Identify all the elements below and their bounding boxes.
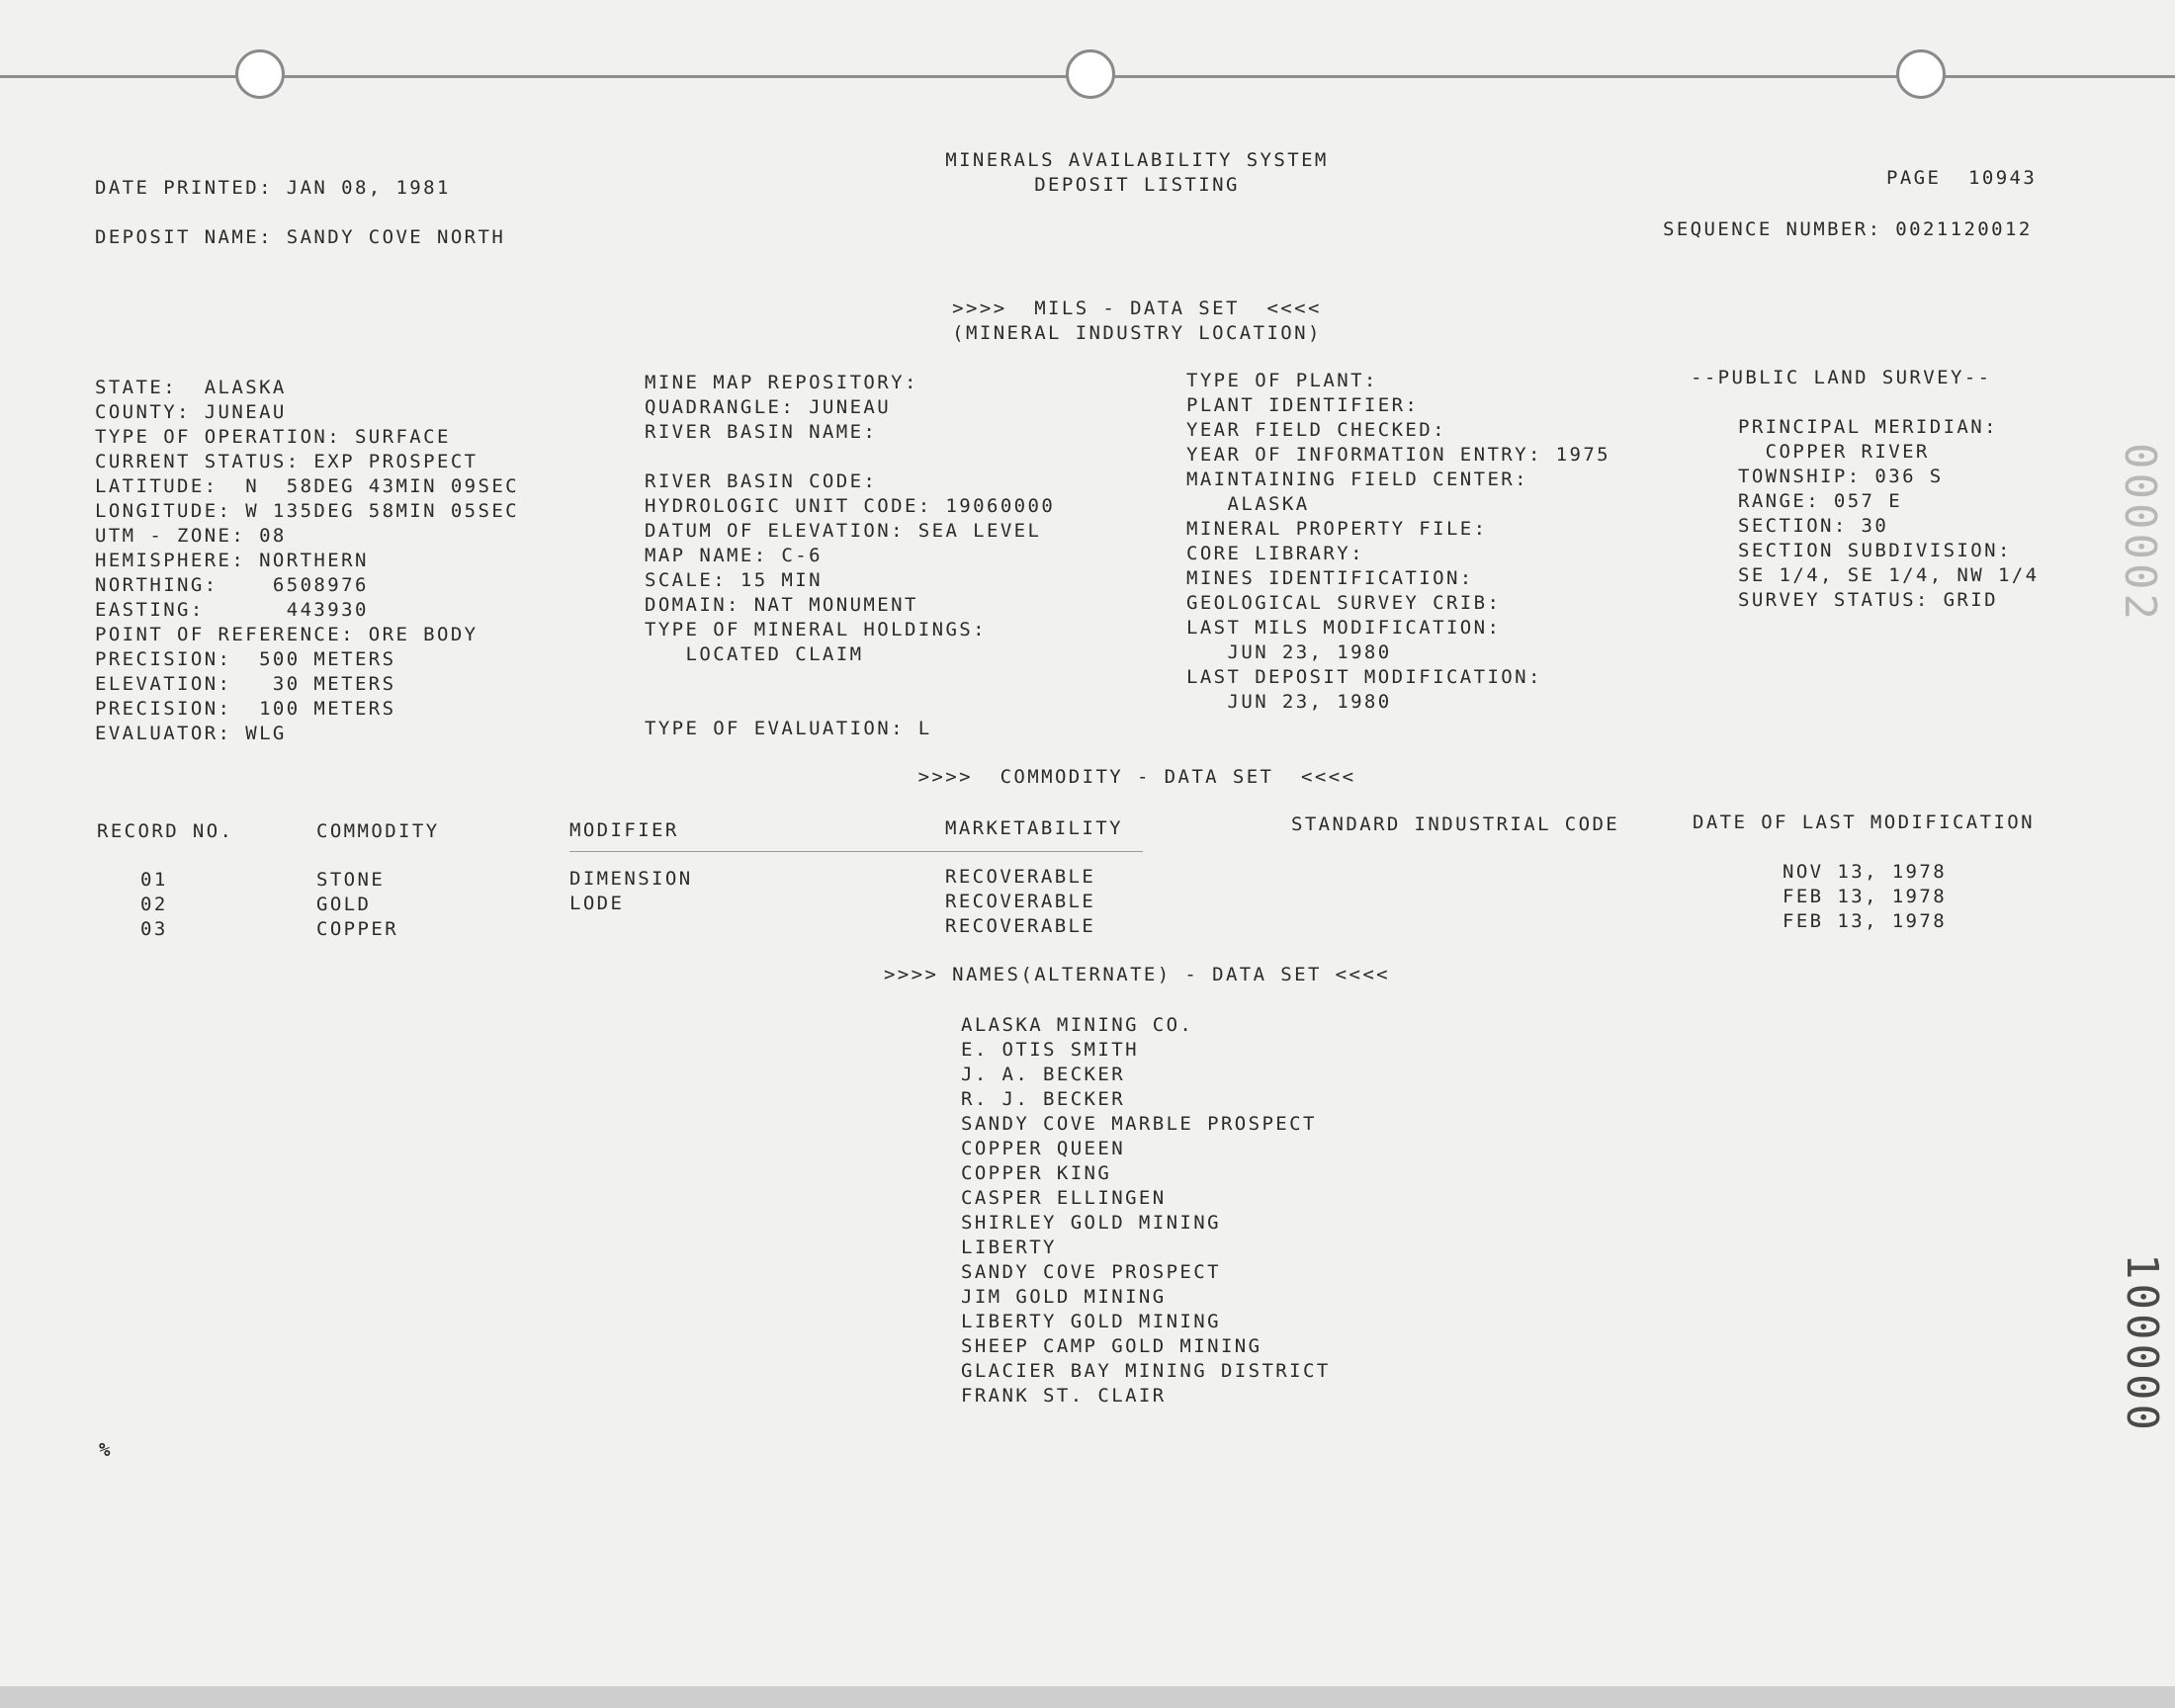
modification-date: FEB 13, 1978: [1783, 910, 1948, 932]
date-printed: DATE PRINTED: JAN 08, 1981: [95, 177, 451, 199]
field-line: TOWNSHIP: 036 S: [1738, 466, 1944, 487]
field-line: CORE LIBRARY:: [1186, 543, 1364, 564]
commodity-heading: >>>> COMMODITY - DATA SET <<<<: [917, 766, 1356, 788]
field-line: ALASKA: [1186, 493, 1310, 515]
field-line: SECTION SUBDIVISION:: [1738, 540, 2012, 561]
field-line: LAST DEPOSIT MODIFICATION:: [1186, 666, 1542, 688]
field-line: LAST MILS MODIFICATION:: [1186, 617, 1502, 639]
record-number: 01: [140, 869, 168, 891]
field-line: JUN 23, 1980: [1186, 641, 1392, 663]
list-item: COPPER QUEEN: [961, 1138, 1126, 1159]
field-line: TYPE OF MINERAL HOLDINGS:: [645, 619, 987, 640]
system-title: MINERALS AVAILABILITY SYSTEM: [945, 149, 1329, 171]
modifier: DIMENSION: [569, 868, 693, 890]
list-item: SANDY COVE MARBLE PROSPECT: [961, 1113, 1317, 1135]
names-heading: >>>> NAMES(ALTERNATE) - DATA SET <<<<: [883, 964, 1391, 985]
list-item: LIBERTY GOLD MINING: [961, 1311, 1221, 1332]
field-line: SECTION: 30: [1738, 515, 1889, 537]
field-line: STATE: ALASKA: [95, 377, 287, 398]
survey-title: --PUBLIC LAND SURVEY--: [1691, 367, 1992, 388]
modifier: LODE: [569, 893, 625, 914]
margin-stamp-upper: 000002: [2115, 443, 2165, 624]
field-line: RIVER BASIN NAME:: [645, 421, 878, 443]
field-line: DATUM OF ELEVATION: SEA LEVEL: [645, 520, 1042, 542]
field-line: SURVEY STATUS: GRID: [1738, 589, 1998, 611]
field-line: HYDROLOGIC UNIT CODE: 19060000: [645, 495, 1056, 517]
list-item: R. J. BECKER: [961, 1088, 1126, 1110]
field-line: MINES IDENTIFICATION:: [1186, 567, 1474, 589]
field-line: LONGITUDE: W 135DEG 58MIN 05SEC: [95, 500, 520, 522]
punch-hole: [1896, 49, 1946, 99]
record-number: 03: [140, 918, 168, 940]
commodity-name: GOLD: [316, 894, 372, 915]
field-line: PLANT IDENTIFIER:: [1186, 394, 1420, 416]
column-header: STANDARD INDUSTRIAL CODE: [1291, 813, 1620, 835]
commodity-name: STONE: [316, 869, 386, 891]
field-line: YEAR OF INFORMATION ENTRY: 1975: [1186, 444, 1611, 466]
field-line: MAP NAME: C-6: [645, 545, 823, 566]
list-item: CASPER ELLINGEN: [961, 1187, 1167, 1209]
field-line: UTM - ZONE: 08: [95, 525, 287, 547]
field-line: RIVER BASIN CODE:: [645, 470, 878, 492]
field-line: SCALE: 15 MIN: [645, 569, 823, 591]
list-item: SHIRLEY GOLD MINING: [961, 1212, 1221, 1234]
field-line: PRECISION: 100 METERS: [95, 698, 396, 720]
header-underline: [569, 851, 1143, 852]
field-line: COPPER RIVER: [1738, 441, 1930, 463]
field-line: ELEVATION: 30 METERS: [95, 673, 396, 695]
footer-mark: %: [99, 1439, 113, 1461]
column-header: MARKETABILITY: [945, 817, 1123, 839]
column-header: DATE OF LAST MODIFICATION: [1693, 811, 2035, 833]
field-line: MINERAL PROPERTY FILE:: [1186, 518, 1488, 540]
marketability: RECOVERABLE: [945, 891, 1096, 912]
page-number: PAGE 10943: [1886, 167, 2038, 189]
sequence-number: SEQUENCE NUMBER: 0021120012: [1663, 218, 2033, 240]
column-header: RECORD NO.: [97, 820, 234, 842]
field-line: PRINCIPAL MERIDIAN:: [1738, 416, 1998, 438]
field-line: MINE MAP REPOSITORY:: [645, 372, 918, 393]
field-line: QUADRANGLE: JUNEAU: [645, 396, 892, 418]
field-line: PRECISION: 500 METERS: [95, 648, 396, 670]
field-line: POINT OF REFERENCE: ORE BODY: [95, 624, 478, 645]
field-line: YEAR FIELD CHECKED:: [1186, 419, 1446, 441]
punch-hole: [1066, 49, 1115, 99]
field-line: HEMISPHERE: NORTHERN: [95, 550, 369, 571]
field-line: COUNTY: JUNEAU: [95, 401, 287, 423]
field-line: DOMAIN: NAT MONUMENT: [645, 594, 918, 616]
modification-date: NOV 13, 1978: [1783, 861, 1948, 883]
punch-hole: [235, 49, 285, 99]
field-line: CURRENT STATUS: EXP PROSPECT: [95, 451, 478, 472]
list-item: COPPER KING: [961, 1162, 1112, 1184]
field-line: SE 1/4, SE 1/4, NW 1/4: [1738, 564, 2040, 586]
list-item: SANDY COVE PROSPECT: [961, 1261, 1221, 1283]
page-bottom-edge: [0, 1686, 2175, 1708]
field-line: EASTING: 443930: [95, 599, 369, 621]
listing-subtitle: DEPOSIT LISTING: [1034, 174, 1240, 196]
list-item: J. A. BECKER: [961, 1064, 1126, 1085]
field-line: MAINTAINING FIELD CENTER:: [1186, 469, 1528, 490]
field-line: LATITUDE: N 58DEG 43MIN 09SEC: [95, 475, 520, 497]
mils-heading: >>>> MILS - DATA SET <<<<: [952, 298, 1322, 319]
deposit-name: DEPOSIT NAME: SANDY COVE NORTH: [95, 226, 506, 248]
modification-date: FEB 13, 1978: [1783, 886, 1948, 907]
field-line: RANGE: 057 E: [1738, 490, 1903, 512]
field-line: GEOLOGICAL SURVEY CRIB:: [1186, 592, 1502, 614]
commodity-name: COPPER: [316, 918, 399, 940]
marketability: RECOVERABLE: [945, 915, 1096, 937]
list-item: SHEEP CAMP GOLD MINING: [961, 1335, 1262, 1357]
column-header: COMMODITY: [316, 820, 440, 842]
list-item: LIBERTY: [961, 1237, 1057, 1258]
field-line: TYPE OF OPERATION: SURFACE: [95, 426, 451, 448]
list-item: E. OTIS SMITH: [961, 1039, 1139, 1061]
list-item: ALASKA MINING CO.: [961, 1014, 1194, 1036]
field-line: TYPE OF PLANT:: [1186, 370, 1378, 391]
record-number: 02: [140, 894, 168, 915]
field-line: JUN 23, 1980: [1186, 691, 1392, 713]
margin-stamp-lower: 100000: [2117, 1253, 2167, 1434]
mils-subheading: (MINERAL INDUSTRY LOCATION): [952, 322, 1322, 344]
column-header: MODIFIER: [569, 819, 679, 841]
list-item: JIM GOLD MINING: [961, 1286, 1167, 1308]
marketability: RECOVERABLE: [945, 866, 1096, 888]
field-line: NORTHING: 6508976: [95, 574, 369, 596]
field-line: EVALUATOR: WLG: [95, 723, 287, 744]
list-item: GLACIER BAY MINING DISTRICT: [961, 1360, 1331, 1382]
field-line: LOCATED CLAIM: [645, 643, 864, 665]
field-line: TYPE OF EVALUATION: L: [645, 718, 932, 739]
list-item: FRANK ST. CLAIR: [961, 1385, 1167, 1407]
